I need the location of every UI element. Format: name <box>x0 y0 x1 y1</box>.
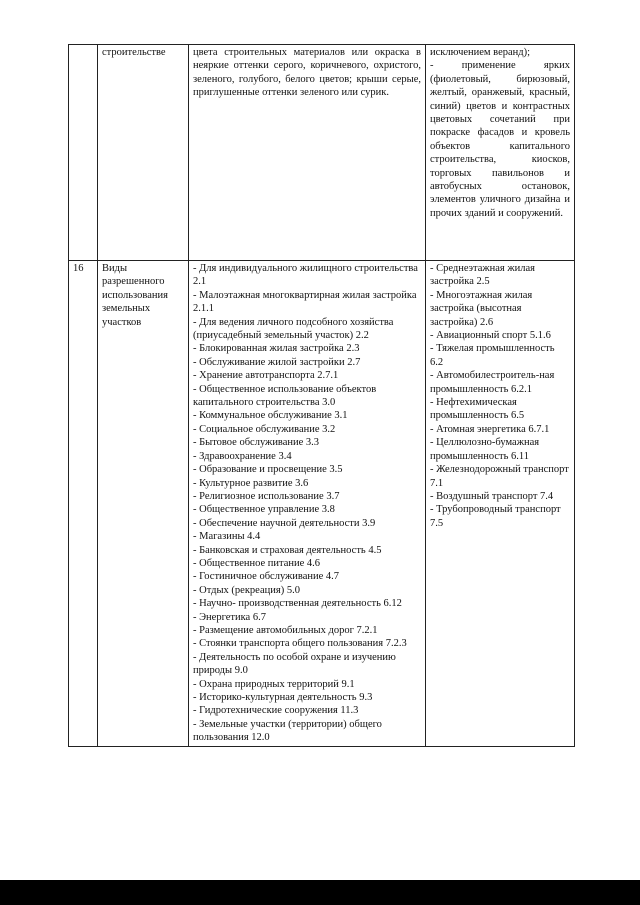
list-item: - Стоянки транспорта общего пользования 7.2.3 <box>193 638 407 650</box>
list-item: - Отдых (рекреация) 5.0 <box>193 584 300 596</box>
list-item: - Для индивидуального жилищного строительства 2.1 <box>193 263 418 288</box>
list-item: - Железнодорожный транспорт 7.1 <box>430 464 569 489</box>
list-item: - Общественное управление 3.8 <box>193 504 335 516</box>
main-uses-cell <box>189 261 426 747</box>
list-item: - Общественное использование объектов капитального строительства 3.0 <box>193 383 377 409</box>
list-item: - Бытовое обслуживание 3.3 <box>193 437 320 449</box>
list-item: - Атомная энергетика 6.7.1 <box>430 423 550 435</box>
scan-border <box>0 880 640 905</box>
list-item: - Энергетика 6.7 <box>193 611 266 623</box>
list-item: - Для ведения личного подсобного хозяйства (приусадебный земельный участок) 2.2 <box>193 316 394 342</box>
row-number-cell <box>69 45 98 261</box>
list-item: - Научно- производственная деятельность 6.12 <box>193 598 402 610</box>
list-item: - Обеспечение научной деятельности 3.9 <box>193 517 376 529</box>
row-number: 16 <box>73 263 84 274</box>
list-item: - Нефтехимическая промышленность 6.5 <box>430 397 525 422</box>
list-item: - Гидротехнические сооружения 11.3 <box>193 705 359 717</box>
list-item: - Коммунальное обслуживание 3.1 <box>193 410 348 422</box>
list-item: - Историко-культурная деятельность 9.3 <box>193 692 373 703</box>
cell-text: строительстве <box>102 47 166 58</box>
list-item: - Религиозное использование 3.7 <box>193 490 340 502</box>
list-item: - Тяжелая промышленность 6.2 <box>430 343 555 368</box>
table-row <box>69 261 575 747</box>
cell-line: исключением веранд); <box>430 47 531 58</box>
table-cell <box>426 45 575 261</box>
list-item: - Малоэтажная многоквартирная жилая застройка 2.1.1 <box>193 289 417 315</box>
list-item: - Хранение автотранспорта 2.7.1 <box>193 370 339 382</box>
list-item: - Земельные участки (территории) общего пользования 12.0 <box>193 718 382 744</box>
list-item: - Магазины 4.4 <box>193 531 261 543</box>
prohibited-uses-cell <box>426 261 575 747</box>
list-item: - Многоэтажная жилая застройка (высотная застройка) 2.6 <box>430 289 533 328</box>
list-item: - Обслуживание жилой застройки 2.7 <box>193 356 361 368</box>
list-item: - Здравоохранение 3.4 <box>193 450 292 462</box>
list-item: - Воздушный транспорт 7.4 <box>430 490 554 502</box>
list-item: - Общественное питание 4.6 <box>193 557 321 569</box>
list-item: - Банковская и страховая деятельность 4.5 <box>193 544 382 556</box>
table-cell <box>98 45 189 261</box>
list-item: - Охрана природных территорий 9.1 <box>193 678 355 690</box>
list-item: - Авиационный спорт 5.1.6 <box>430 330 551 342</box>
cell-line: - применение ярких (фиолетовый, бирюзовый, желтый, оранжевый, красный, синий) цветов и контрастных цветовых сочетаний при покраске фасадов и кровель объектов капитального строительства, киосков, торговых павильонов и автобусных остановок, элементов уличного дизайна и прочих зданий и сооружений. <box>430 60 570 219</box>
list-item: - Блокированная жилая застройка 2.3 <box>193 343 360 355</box>
list-item: - Среднеэтажная жилая застройка 2.5 <box>430 263 535 288</box>
table-row <box>69 45 575 261</box>
table-cell <box>189 45 426 261</box>
list-item: - Социальное обслуживание 3.2 <box>193 423 336 435</box>
row-number-cell <box>69 261 98 747</box>
list-item: - Размещение автомобильных дорог 7.2.1 <box>193 624 378 636</box>
table-cell <box>98 261 189 747</box>
list-item: - Трубопроводный транспорт 7.5 <box>430 504 561 529</box>
list-item: - Гостиничное обслуживание 4.7 <box>193 571 340 583</box>
list-item: - Целлюлозно-бумажная промышленность 6.11 <box>430 437 540 462</box>
list-item: - Культурное развитие 3.6 <box>193 477 309 489</box>
list-item: - Образование и просвещение 3.5 <box>193 464 343 476</box>
cell-text: цвета строительных материалов или окраска в неяркие оттенки серого, коричневого, охристого, зеленого, голубого, белого цветов; крыши серые, приглушенные оттенки зеленого или сурик. <box>193 47 421 99</box>
cell-text: Виды разрешенного использования земельных участков <box>102 263 168 328</box>
list-item: - Деятельность по особой охране и изучению природы 9.0 <box>193 651 396 677</box>
list-item: - Автомобилестроитель-ная промышленность 6.2.1 <box>430 370 555 395</box>
document-table <box>68 44 575 747</box>
